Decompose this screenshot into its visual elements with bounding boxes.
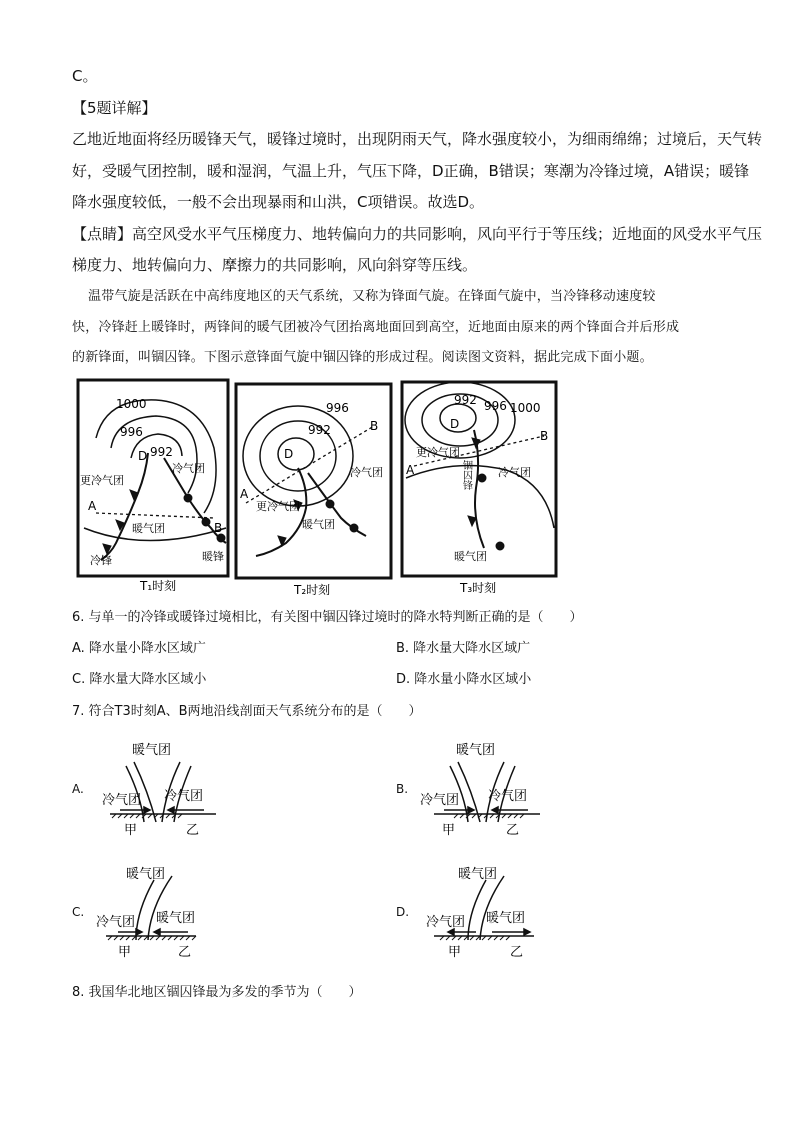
t3-warm-air: 暖气团 bbox=[454, 550, 487, 563]
t2-cold-air: 冷气团 bbox=[350, 466, 383, 479]
t1-point-a: A bbox=[88, 499, 97, 513]
q7-option-d-diagram[interactable] bbox=[424, 858, 554, 968]
jia-label: 甲 bbox=[124, 823, 138, 838]
q6-option-a[interactable]: A. 降水量小降水区域广 bbox=[72, 641, 206, 656]
q5-explanation-line1: 乙地近地面将经历暖锋天气，暖锋过境时，出现阴雨天气，降水强度较小，为细雨绵绵；过境后，天气转 bbox=[72, 130, 763, 148]
warm-front-mark bbox=[217, 534, 225, 542]
yi-label: 乙 bbox=[178, 945, 192, 960]
warm-air-label: 暖气团 bbox=[458, 867, 498, 882]
t1-caption: T₁时刻 bbox=[140, 579, 177, 593]
t3-label-992: 992 bbox=[454, 393, 477, 407]
t2-low-d: D bbox=[284, 447, 294, 461]
map-t2 bbox=[236, 384, 391, 578]
passage-line3: 的新锋面，叫锢囚锋。下图示意锋面气旋中锢囚锋的形成过程。阅读图文资料，据此完成下面小题。 bbox=[72, 350, 653, 365]
q7-option-d-letter[interactable]: D. bbox=[396, 905, 410, 919]
t3-label-1000: 1000 bbox=[510, 401, 541, 415]
cold-front-line bbox=[101, 453, 148, 560]
q8-stem: 8. 我国华北地区锢囚锋最为多发的季节为（ ） bbox=[72, 985, 362, 1000]
t3-cold-air: 冷气团 bbox=[498, 466, 531, 479]
q7-option-c-diagram[interactable] bbox=[92, 858, 222, 968]
t3-colder-air: 更冷气团 bbox=[416, 446, 460, 459]
passage-line2: 快，冷锋赶上暖锋时，两锋间的暖气团被冷气团抬离地面回到高空，近地面由原来的两个锋面合并后形成 bbox=[72, 320, 680, 335]
section-line-ab bbox=[96, 513, 214, 518]
warm-air-label: 暖气团 bbox=[456, 743, 496, 758]
t2-colder-air: 更冷气团 bbox=[256, 500, 300, 513]
left-air-label: 冷气团 bbox=[420, 793, 460, 808]
q5-heading: 【5题详解】 bbox=[72, 99, 157, 117]
q7-option-a-diagram[interactable] bbox=[96, 736, 226, 846]
q6-option-c[interactable]: C. 降水量大降水区域小 bbox=[72, 672, 207, 687]
t2-caption: T₂时刻 bbox=[294, 583, 331, 597]
q5-explanation-line3: 降水强度较低，一般不会出现暴雨和山洪，C项错误。故选D。 bbox=[72, 193, 485, 211]
left-air-label: 冷气团 bbox=[102, 793, 142, 808]
t1-point-b: B bbox=[214, 521, 223, 535]
t1-label-1000: 1000 bbox=[116, 397, 147, 411]
t3-point-a: A bbox=[406, 463, 415, 477]
t1-warm-air: 暖气团 bbox=[132, 522, 165, 535]
left-air-label: 冷气团 bbox=[426, 915, 466, 930]
t1-cold-front: 冷锋 bbox=[90, 554, 112, 567]
t2-point-a: A bbox=[240, 487, 249, 501]
t1-colder-air: 更冷气团 bbox=[80, 474, 124, 487]
t3-low-d: D bbox=[450, 417, 460, 431]
warm-front-mark bbox=[350, 524, 358, 532]
air-flow-arrow bbox=[468, 880, 486, 940]
q6-option-b[interactable]: B. 降水量大降水区域广 bbox=[396, 641, 531, 656]
t2-point-b: B bbox=[370, 419, 379, 433]
answer-c: C。 bbox=[72, 67, 98, 85]
tip-line1: 【点睛】高空风受水平气压梯度力、地转偏向力的共同影响，风向平行于等压线；近地面的风受水平气压 bbox=[72, 225, 763, 243]
t1-warm-front: 暖锋 bbox=[202, 550, 224, 563]
warm-front-mark bbox=[202, 518, 210, 526]
warm-front-mark bbox=[184, 494, 192, 502]
q6-stem: 6. 与单一的冷锋或暖锋过境相比，有关图中锢囚锋过境时的降水特判断正确的是（ ） bbox=[72, 610, 583, 625]
q6-option-d[interactable]: D. 降水量小降水区域小 bbox=[396, 672, 532, 687]
front-mark bbox=[472, 438, 480, 448]
t3-caption: T₃时刻 bbox=[460, 581, 497, 595]
t1-label-992: 992 bbox=[150, 445, 173, 459]
q7-option-b-letter[interactable]: B. bbox=[396, 782, 409, 796]
warm-air-label: 暖气团 bbox=[126, 867, 166, 882]
jia-label: 甲 bbox=[118, 945, 132, 960]
q7-option-a-letter[interactable]: A. bbox=[72, 782, 84, 796]
q7-stem: 7. 符合T3时刻A、B两地沿线剖面天气系统分布的是（ ） bbox=[72, 704, 422, 719]
t3-occluded-front: 锢囚锋 bbox=[460, 460, 472, 490]
yi-label: 乙 bbox=[510, 945, 524, 960]
jia-label: 甲 bbox=[448, 945, 462, 960]
tip-line2: 梯度力、地转偏向力、摩擦力的共同影响，风向斜穿等压线。 bbox=[72, 256, 478, 274]
q7-option-b-diagram[interactable] bbox=[420, 736, 550, 846]
yi-label: 乙 bbox=[506, 823, 520, 838]
front-mark bbox=[478, 474, 486, 482]
t2-label-992: 992 bbox=[308, 423, 331, 437]
t1-label-996: 996 bbox=[120, 425, 143, 439]
right-air-label: 冷气团 bbox=[164, 789, 204, 804]
passage-line1: 温带气旋是活跃在中高纬度地区的天气系统，又称为锋面气旋。在锋面气旋中，当冷锋移动速度较 bbox=[88, 289, 656, 304]
t2-label-996: 996 bbox=[326, 401, 349, 415]
q7-option-c-letter[interactable]: C. bbox=[72, 905, 85, 919]
warm-air-label: 暖气团 bbox=[132, 743, 172, 758]
front-mark bbox=[496, 542, 504, 550]
t1-cold-air: 冷气团 bbox=[172, 462, 205, 475]
t2-warm-air: 暖气团 bbox=[302, 518, 335, 531]
yi-label: 乙 bbox=[186, 823, 200, 838]
left-air-label: 冷气团 bbox=[96, 915, 136, 930]
t3-label-996: 996 bbox=[484, 399, 507, 413]
cyclone-maps-svg bbox=[76, 378, 560, 600]
right-air-label: 冷气团 bbox=[488, 789, 528, 804]
right-air-label: 暖气团 bbox=[156, 911, 196, 926]
right-air-label: 暖气团 bbox=[486, 911, 526, 926]
t1-low-d: D bbox=[138, 449, 148, 463]
warm-front-mark bbox=[326, 500, 334, 508]
cyclone-maps bbox=[76, 378, 560, 604]
front-mark bbox=[468, 516, 476, 526]
t3-point-b: B bbox=[540, 429, 549, 443]
jia-label: 甲 bbox=[442, 823, 456, 838]
q5-explanation-line2: 好，受暖气团控制，暖和湿润，气温上升，气压下降，D正确，B错误；寒潮为冷锋过境，A错误；暖锋 bbox=[72, 162, 750, 180]
